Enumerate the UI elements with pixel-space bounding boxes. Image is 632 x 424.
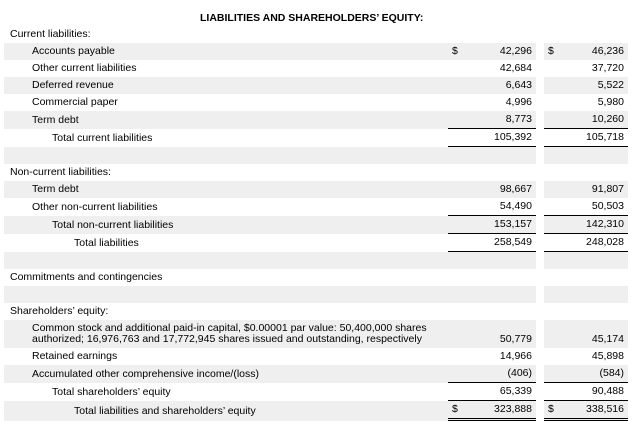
table-row: Other non-current liabilities 54,490 50,503 <box>4 198 628 216</box>
spacer-row <box>4 147 628 164</box>
table-row: Accumulated other comprehensive income/(loss) (406) (584) <box>4 365 628 383</box>
table-row: Other current liabilities 42,684 37,720 <box>4 60 628 77</box>
total-row: Total shareholders’ equity 65,339 90,488 <box>4 383 628 401</box>
commitments-row: Commitments and contingencies <box>4 269 628 286</box>
table-row: Term debt 98,667 91,807 <box>4 181 628 198</box>
section-header-equity: Shareholders’ equity: <box>4 303 628 320</box>
statement-title: LIABILITIES AND SHAREHOLDERS’ EQUITY: <box>200 12 424 24</box>
spacer-row <box>4 252 628 269</box>
section-header-noncurrent: Non-current liabilities: <box>4 164 628 181</box>
total-row: Total liabilities 258,549 248,028 <box>4 234 628 252</box>
table-row: Term debt 8,773 10,260 <box>4 111 628 129</box>
spacer-row <box>4 286 628 303</box>
table-row: Deferred revenue 6,643 5,522 <box>4 77 628 94</box>
liabilities-table <box>4 26 628 421</box>
table-row: Commercial paper 4,996 5,980 <box>4 94 628 111</box>
grand-total-row: Total liabilities and shareholders’ equity $ 323,888 $ 338,516 <box>4 401 628 421</box>
total-row: Total non-current liabilities 153,157 142,310 <box>4 216 628 234</box>
table-row: Retained earnings 14,966 45,898 <box>4 348 628 365</box>
total-row: Total current liabilities 105,392 105,718 <box>4 129 628 147</box>
section-header-current: Current liabilities: <box>4 26 628 43</box>
table-row: Common stock and additional paid-in capital, $0.00001 par value: 50,400,000 shares authorized; 16,976,763 and 17,772,945 shares issued and outstanding, respectively 50,779 45,174 <box>4 320 628 348</box>
table-row: Accounts payable $ 42,296 $ 46,236 <box>4 43 628 60</box>
